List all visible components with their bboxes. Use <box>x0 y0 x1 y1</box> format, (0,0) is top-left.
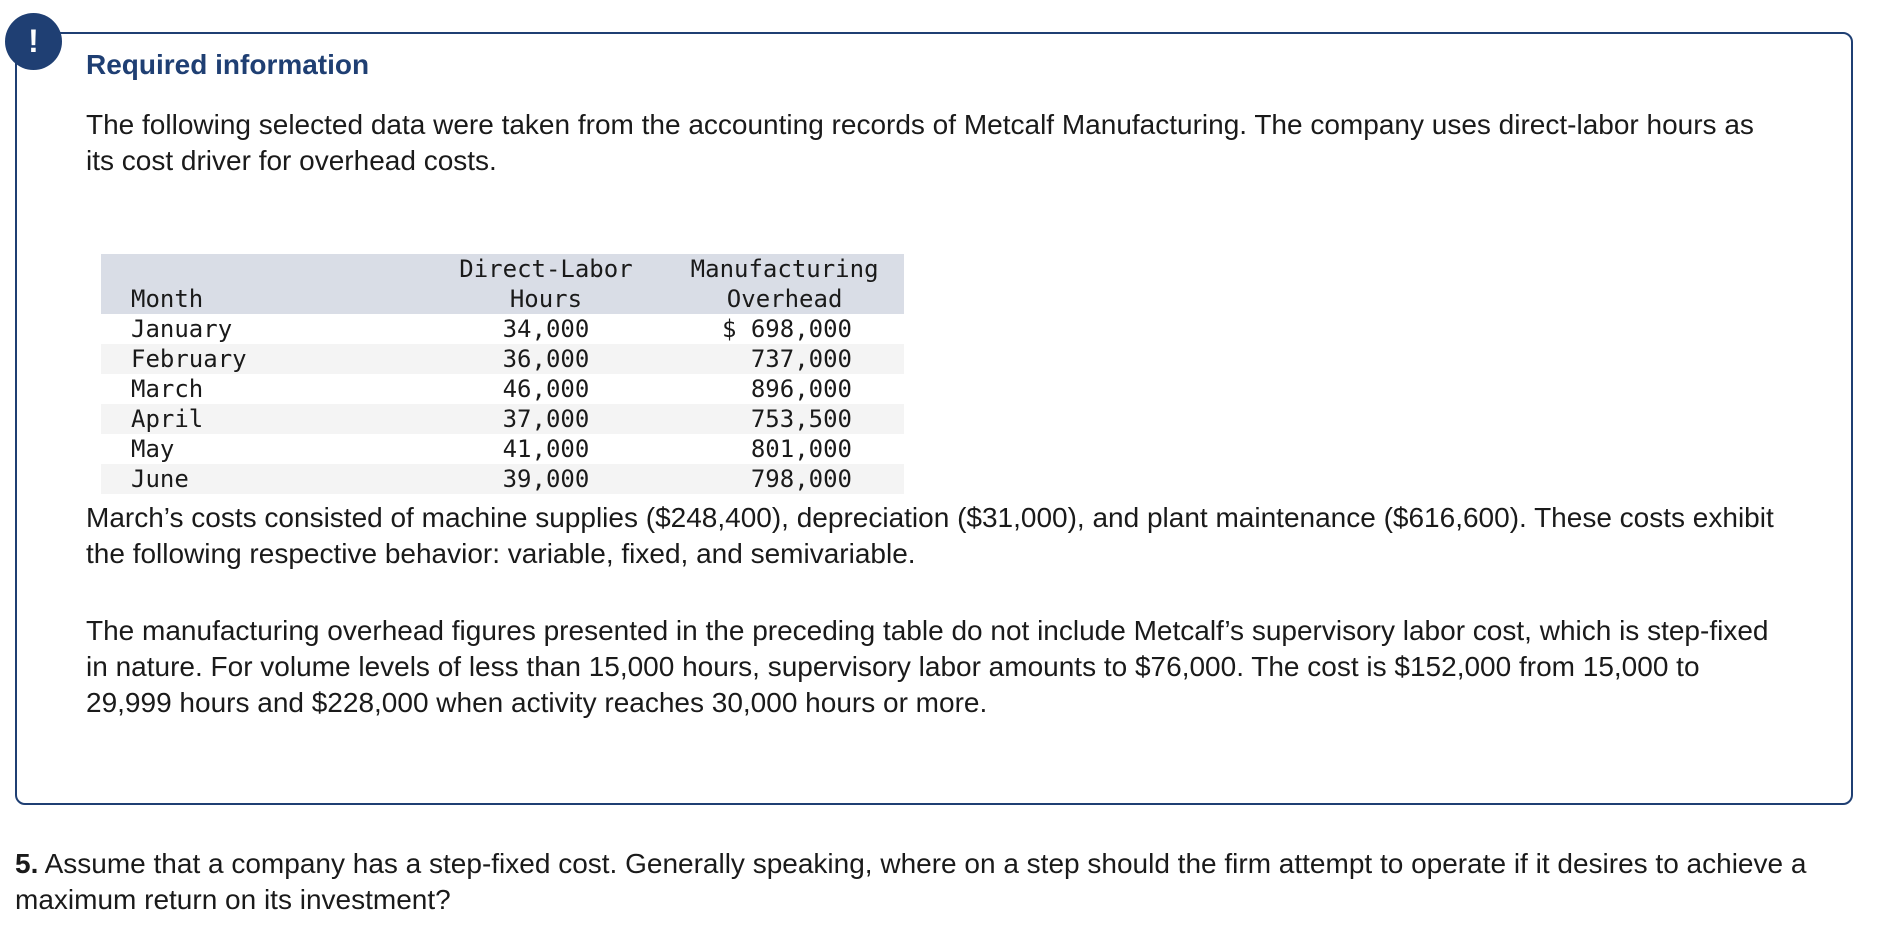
cell-overhead: 737,000 <box>750 345 852 373</box>
cell-hours: 36,000 <box>502 345 590 373</box>
cell-month: February <box>131 345 247 373</box>
cell-month: January <box>131 315 233 343</box>
table-row <box>101 344 904 374</box>
question-number: 5. <box>15 848 39 879</box>
table-row <box>101 464 904 494</box>
cell-overhead: 798,000 <box>750 465 852 493</box>
header-overhead-line2: Overhead <box>726 285 843 313</box>
cell-overhead: 896,000 <box>750 375 852 403</box>
table-row <box>101 374 904 404</box>
cell-month: April <box>131 405 204 433</box>
exclamation-icon: ! <box>5 13 62 70</box>
table-body <box>101 314 904 494</box>
march-costs-paragraph: March’s costs consisted of machine supplies ($248,400), depreciation ($31,000), and plant maintenance ($616,600). These costs exhibit the following respective behavior: variable, fixed, and semivariable. <box>86 502 1774 569</box>
cell-overhead: 753,500 <box>750 405 852 433</box>
table-row <box>101 404 904 434</box>
cell-hours: 34,000 <box>502 315 590 343</box>
header-hours-line1: Direct-Labor <box>459 255 633 283</box>
table-row <box>101 314 904 344</box>
cell-hours: 41,000 <box>502 435 590 463</box>
required-information-heading: Required information <box>86 49 370 80</box>
cell-month: May <box>131 435 175 463</box>
cell-overhead: 801,000 <box>750 435 852 463</box>
question-text: Assume that a company has a step-fixed cost. Generally speaking, where on a step should the firm attempt to operate if it desires to achieve a maximum return on its investment? <box>15 848 1807 915</box>
table-header-row-1 <box>101 254 904 284</box>
overhead-data-table <box>101 254 904 494</box>
cell-hours: 39,000 <box>502 465 590 493</box>
header-hours-line2: Hours <box>509 285 583 313</box>
intro-paragraph: The following selected data were taken from the accounting records of Metcalf Manufacturing. The company uses direct-labor hours as its cost driver for overhead costs. <box>86 109 1754 176</box>
table-row <box>101 434 904 464</box>
header-month-spacer <box>101 254 427 284</box>
supervisory-labor-paragraph: The manufacturing overhead figures presented in the preceding table do not include Metcalf’s supervisory labor cost, which is step-fixed in nature. For volume levels of less than 15,000 hours, supervisory labor amounts to $76,000. The cost is $152,000 from 15,000 to 29,999 hours and $228,000 when activity reaches 30,000 hours or more. <box>86 615 1769 718</box>
header-overhead-line1: Manufacturing <box>690 255 879 283</box>
cell-month: June <box>131 465 189 493</box>
cell-hours: 37,000 <box>502 405 590 433</box>
table-header-row-2 <box>101 284 904 314</box>
cell-month: March <box>131 375 204 403</box>
header-month: Month <box>131 285 204 313</box>
cell-hours: 46,000 <box>502 375 590 403</box>
question-5 <box>15 846 1895 918</box>
table-header <box>101 254 904 314</box>
cell-overhead: $ 698,000 <box>721 315 852 343</box>
